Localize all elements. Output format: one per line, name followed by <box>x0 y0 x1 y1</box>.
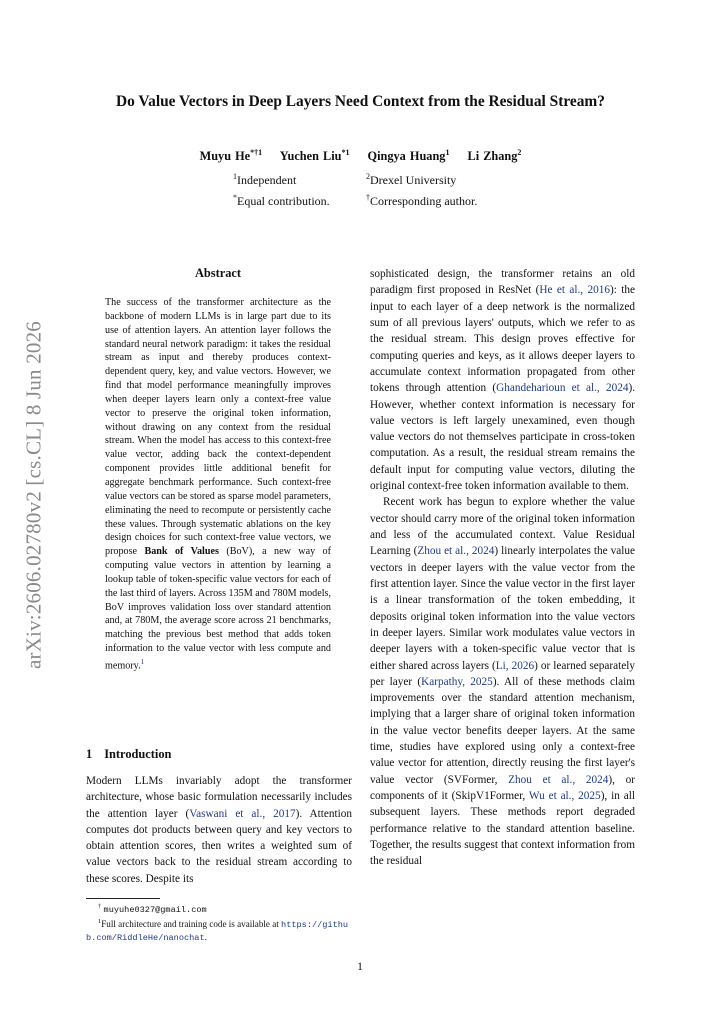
footnote-rule <box>86 898 160 899</box>
affiliation-mark: * <box>233 193 237 202</box>
body-text: ). Attention computes dot products between query and key vectors to obtain attention scores, then writes a weighted sum of value vectors back to the residual stream according to these scores. Despite its <box>86 807 353 885</box>
affiliation-right <box>366 168 477 210</box>
citation-link[interactable]: Li, 2026 <box>495 659 535 672</box>
arxiv-stamp-text: arXiv:2606.02780v2 [cs.CL] 8 Jun 2026 <box>21 320 46 670</box>
body-text: sophisticated design, the transformer retains an old paradigm first proposed in ResNet ( <box>370 268 635 297</box>
abstract-text: The success of the transformer architecture as the backbone of modern LLMs is in large part due to its use of attention layers. An attention layer follows the standard neural network paradigm: it takes the residual stream as input and thereby produces context-dependent query, key, and value vectors. However, we find that model performance meaningfully improves when deeper layers learn only a context-free value vector to preserve the original token information, without drawing on any context from the residual stream. When the model has access to this context-free value vector, adding back the context-dependent component provides little additional benefit for aggregate benchmark performance. Such context-free value vectors can be stored as sparse model parameters, eliminating the need to recompute or persistently cache these values. Through systematic ablations on the key design choices for such context-free value vectors, we propose <box>105 297 331 558</box>
affiliation-text: Drexel University <box>370 173 457 187</box>
body-text: ). All of these methods claim improvements over the standard attention mechanism, implying that a larger share of original token information in the value vector benefits deeper layers. At the same time, studies have explored using only a context-free value vector for attention, directly reusing the first layer's value vector (SVFormer, <box>370 675 635 786</box>
abstract-body <box>105 296 331 673</box>
citation-link[interactable]: Karpathy, 2025 <box>421 675 493 688</box>
right-column <box>370 266 635 870</box>
affiliation-mark: 1 <box>233 172 237 181</box>
paragraph <box>370 494 635 869</box>
author-name: Li Zhang <box>467 149 518 164</box>
footnotes <box>86 901 358 944</box>
body-text: Modern LLMs invariably adopt the transformer architecture, whose basic formulation necessarily includes the attention layer ( <box>86 775 352 820</box>
footnote-mark: 1 <box>98 918 102 926</box>
author-marks: *1 <box>341 148 350 157</box>
affiliation-drexel <box>366 168 477 189</box>
body-text: ) linearly interpolates the value vectors in deeper layers with the value vector from the first attention layer. Since the value vector in the first layer is a linear transformation of the token embedding, it deposits original token information into the value vectors in deeper layers. Similar work modulates value vectors in deeper layers with a token-specific value vector that is either shared across layers ( <box>370 545 635 672</box>
corresponding-author-note <box>366 189 477 210</box>
page-number: 1 <box>357 961 363 973</box>
abstract-text: (BoV), a new way of computing value vectors in attention by learning a lookup table of token-specific value vectors for each of the last third of layers. Across 135M and 780M models, BoV improves validation loss over standard attention and, at 780M, the average score across 21 benchmarks, matching the previous best method that adds token information to the value vector with less compute and memory. <box>105 546 331 672</box>
author-name: Qingya Huang <box>367 149 446 164</box>
abstract-heading: Abstract <box>194 266 242 280</box>
author-name: Yuchen Liu <box>279 149 342 164</box>
email-footnote <box>86 901 358 916</box>
author-name: Muyu He <box>199 149 251 164</box>
body-text: ) or learned separately per layer ( <box>370 659 636 688</box>
affiliation-independent <box>233 168 330 189</box>
introduction-paragraph <box>86 773 352 887</box>
code-url-link[interactable]: https://github.com/RiddleHe/nanochat <box>86 920 349 944</box>
footnote-text: Full architecture and training code is available at <box>101 919 282 930</box>
affiliation-mark: 2 <box>366 172 370 181</box>
arxiv-stamp <box>22 300 46 690</box>
citation-link[interactable]: Wu et al., 2025 <box>528 790 601 802</box>
affiliation-mark: † <box>366 193 370 202</box>
section-number: 1 <box>86 747 93 761</box>
footnote-link[interactable]: 1 <box>140 657 145 666</box>
author-list <box>60 148 661 164</box>
body-text: Recent work has begun to explore whether the value vector should carry more of the original token information and less of the accumulated context. Value Residual Learning ( <box>370 496 635 558</box>
body-text: ): the input to each layer of a deep network is the normalized sum of all previous layers' outputs, which we refer to as the residual stream. This design proves effective for computing queries and keys, as it allows deeper layers to accumulate context information propagated from other tokens through attention ( <box>370 284 635 395</box>
citation-link[interactable]: He et al., 2016 <box>539 284 610 297</box>
affiliation-text: Corresponding author. <box>370 194 478 208</box>
affiliation-left <box>233 168 330 210</box>
author-marks: 2 <box>517 148 522 157</box>
section-title: Introduction <box>104 747 172 761</box>
paragraph <box>370 266 635 494</box>
footnote-text: . <box>204 932 207 943</box>
citation-link[interactable]: Vaswani et al., 2017 <box>189 807 296 820</box>
affiliation-text: Independent <box>237 173 297 187</box>
affiliation-text: Equal contribution. <box>237 194 330 208</box>
method-name: Bank of Values <box>144 546 219 558</box>
citation-link[interactable]: Ghandeharioun et al., 2024 <box>496 382 629 395</box>
equal-contribution-note <box>233 189 330 210</box>
section-heading-introduction <box>86 747 171 762</box>
body-text: ). However, whether context information is necessary for value vectors is left largely unexamined, even though value vectors do not themselves participate in cross-token computation. As a result, the residual stream remains the default input for computing value vectors, diluting the original context-free token information available to them. <box>370 382 636 493</box>
body-text: ), in all subsequent layers. These methods report degraded performance relative to the standard attention baseline. Together, the results suggest that context information from the residual <box>370 790 635 868</box>
footnote-mark: † <box>98 903 102 910</box>
author-marks: 1 <box>445 148 450 157</box>
citation-link[interactable]: Zhou et al., 2024 <box>417 545 495 558</box>
code-footnote <box>86 916 358 944</box>
paper-title: Do Value Vectors in Deep Layers Need Context from the Residual Stream? <box>116 93 605 110</box>
body-text: ), or components of it (SkipV1Former, <box>370 773 635 802</box>
author-marks: *†1 <box>250 148 263 157</box>
email-address: muyuhe0327@gmail.com <box>103 905 207 916</box>
citation-link[interactable]: Zhou et al., 2024 <box>508 773 609 786</box>
